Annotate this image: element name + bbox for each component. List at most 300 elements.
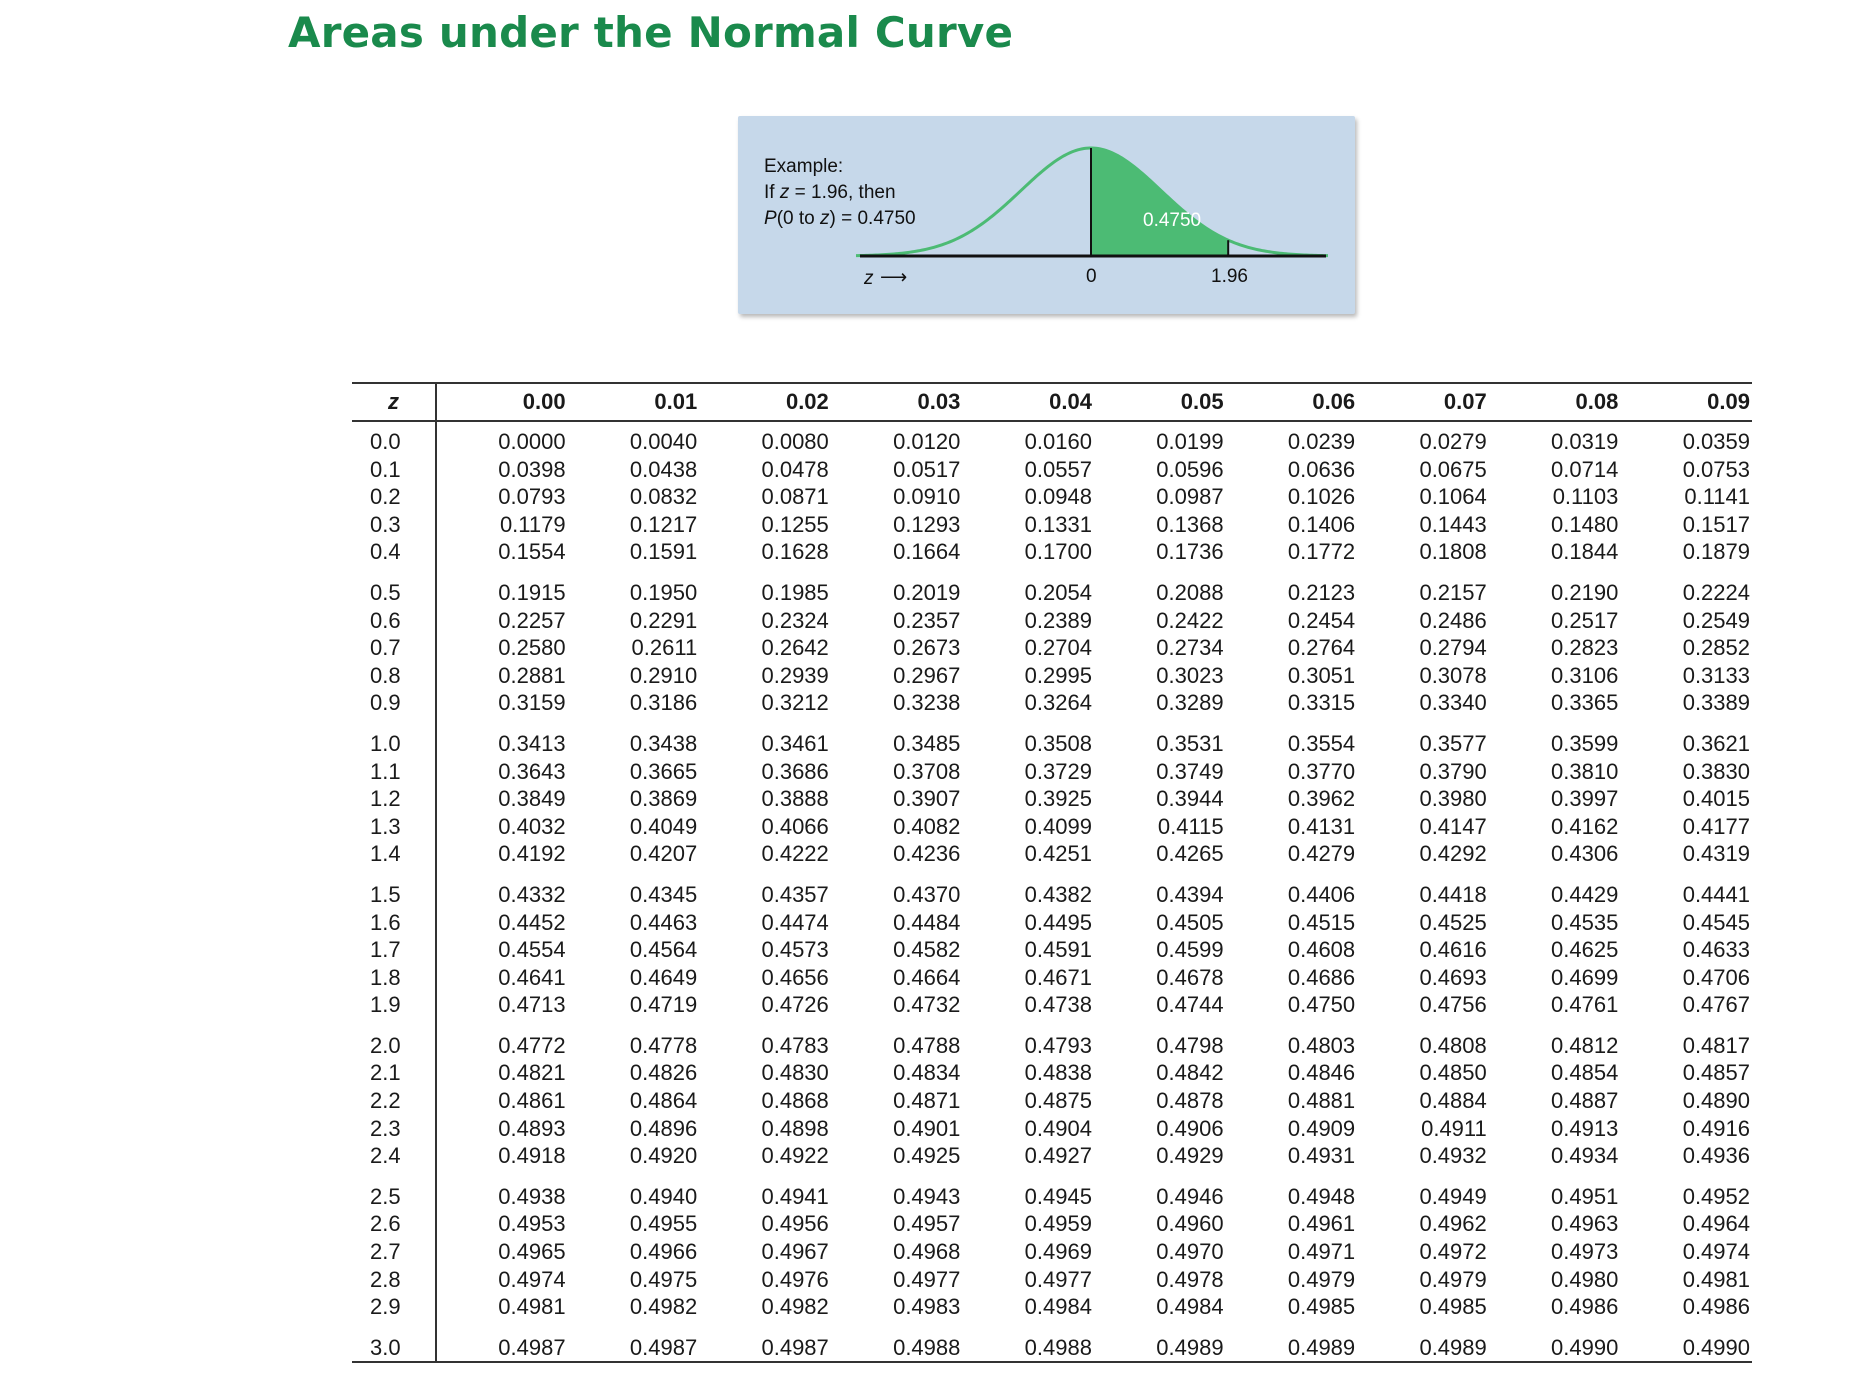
column-header: 0.04	[962, 383, 1094, 421]
z-value-cell: 1.3	[352, 813, 436, 841]
example-heading: Example:	[764, 156, 844, 177]
area-cell: 0.4904	[1024, 1115, 1092, 1141]
area-cell: 0.4015	[1682, 786, 1750, 812]
area-cell: 0.4887	[1551, 1088, 1619, 1114]
area-cell: 0.2257	[498, 607, 566, 633]
area-cell: 0.1293	[893, 511, 961, 537]
area-cell: 0.4982	[761, 1294, 829, 1320]
area-cell: 0.3577	[1419, 730, 1487, 756]
area-cell: 0.4821	[498, 1060, 566, 1086]
area-cell: 0.2486	[1419, 607, 1487, 633]
area-cell: 0.0239	[1287, 429, 1356, 454]
z-value-cell: 0.2	[352, 483, 436, 511]
area-cell: 0.2389	[1024, 607, 1092, 633]
z-value-cell: 1.4	[352, 840, 436, 868]
area-cell: 0.4207	[629, 841, 698, 867]
column-header: 0.03	[831, 383, 963, 421]
area-cell: 0.3461	[761, 730, 829, 756]
area-cell: 0.4678	[1156, 964, 1224, 990]
area-cell: 0.4842	[1156, 1060, 1224, 1086]
area-cell: 0.0910	[893, 484, 961, 510]
area-cell: 0.4761	[1551, 992, 1619, 1018]
table-row	[352, 991, 1752, 1019]
area-cell: 0.1179	[499, 511, 566, 537]
z-value-cell: 1.1	[352, 758, 436, 786]
area-cell: 0.4963	[1551, 1211, 1619, 1237]
area-cell: 0.1950	[629, 579, 698, 605]
area-cell: 0.4964	[1682, 1211, 1750, 1237]
area-cell: 0.4974	[498, 1266, 566, 1292]
area-cell: 0.4940	[629, 1183, 698, 1209]
table-row	[352, 634, 1752, 662]
area-cell: 0.4980	[1551, 1266, 1619, 1292]
z-value-cell: 1.7	[352, 936, 436, 964]
arrow-right-icon: ⟶	[880, 267, 908, 288]
area-cell: 0.2939	[761, 662, 829, 688]
area-cell: 0.4916	[1682, 1115, 1750, 1141]
z-value-cell: 0.7	[352, 634, 436, 662]
area-cell: 0.1026	[1287, 484, 1356, 510]
z-value-cell: 2.5	[352, 1170, 436, 1211]
area-cell: 0.4131	[1287, 813, 1356, 839]
area-cell: 0.2642	[761, 635, 829, 661]
table-row	[352, 1210, 1752, 1238]
area-cell: 0.4985	[1419, 1294, 1487, 1320]
area-label: 0.4750	[1143, 210, 1202, 231]
area-cell: 0.4967	[761, 1239, 829, 1265]
area-cell: 0.4985	[1287, 1294, 1356, 1320]
area-cell: 0.4941	[761, 1183, 829, 1209]
area-cell: 0.4463	[629, 909, 698, 935]
area-cell: 0.0793	[498, 484, 566, 510]
area-cell: 0.0199	[1156, 429, 1224, 454]
area-cell: 0.4925	[893, 1143, 961, 1169]
area-cell: 0.4265	[1156, 841, 1224, 867]
area-cell: 0.4649	[629, 964, 698, 990]
area-cell: 0.3665	[629, 758, 698, 784]
area-cell: 0.4535	[1551, 909, 1619, 935]
table-row	[352, 456, 1752, 484]
area-cell: 0.4875	[1024, 1088, 1092, 1114]
area-cell: 0.4974	[1682, 1239, 1750, 1265]
area-cell: 0.3438	[629, 730, 698, 756]
area-cell: 0.4962	[1419, 1211, 1487, 1237]
area-cell: 0.0080	[761, 429, 829, 454]
table-row	[352, 662, 1752, 690]
area-cell: 0.4918	[498, 1143, 566, 1169]
area-cell: 0.4625	[1551, 937, 1619, 963]
area-cell: 0.3078	[1419, 662, 1487, 688]
area-cell: 0.2357	[893, 607, 961, 633]
table-row	[352, 1170, 1752, 1211]
area-cell: 0.4977	[893, 1266, 961, 1292]
area-cell: 0.4975	[629, 1266, 698, 1292]
area-cell: 0.0160	[1024, 429, 1092, 454]
area-cell: 0.3212	[761, 690, 829, 716]
area-cell: 0.1554	[498, 539, 566, 565]
area-cell: 0.3340	[1419, 690, 1487, 716]
area-cell: 0.4808	[1419, 1032, 1487, 1058]
area-cell: 0.1255	[761, 511, 829, 537]
area-cell: 0.3749	[1156, 758, 1224, 784]
area-cell: 0.2190	[1551, 579, 1619, 605]
area-cell: 0.0319	[1551, 429, 1619, 454]
area-cell: 0.4525	[1419, 909, 1487, 935]
area-cell: 0.0120	[893, 429, 961, 454]
table-row	[352, 421, 1752, 456]
area-cell: 0.2422	[1156, 607, 1224, 633]
z-value-cell: 1.5	[352, 868, 436, 909]
area-cell: 0.4911	[1421, 1115, 1487, 1141]
area-cell: 0.4979	[1287, 1266, 1356, 1292]
area-cell: 0.0675	[1419, 456, 1487, 482]
area-cell: 0.3186	[629, 690, 698, 716]
area-cell: 0.4871	[893, 1088, 961, 1114]
area-cell: 0.0478	[761, 456, 829, 482]
table-row	[352, 689, 1752, 717]
area-cell: 0.4961	[1287, 1211, 1356, 1237]
area-cell: 0.4505	[1156, 909, 1224, 935]
table-row	[352, 813, 1752, 841]
area-cell: 0.0636	[1287, 456, 1356, 482]
area-cell: 0.4953	[498, 1211, 566, 1237]
example-result: P(0 to z) = 0.4750	[764, 208, 916, 229]
area-cell: 0.4965	[498, 1239, 566, 1265]
z-value-cell: 0.3	[352, 511, 436, 539]
table-row	[352, 758, 1752, 786]
column-header: 0.06	[1226, 383, 1358, 421]
normal-curve-diagram	[738, 116, 1355, 314]
area-cell: 0.4418	[1419, 881, 1487, 907]
area-cell: 0.3810	[1551, 758, 1619, 784]
area-cell: 0.4564	[629, 937, 698, 963]
area-cell: 0.4706	[1682, 964, 1750, 990]
area-cell: 0.4452	[498, 909, 566, 935]
area-cell: 0.4099	[1024, 813, 1092, 839]
z-value-cell: 2.4	[352, 1142, 436, 1170]
area-cell: 0.4394	[1156, 881, 1224, 907]
area-cell: 0.4987	[629, 1334, 698, 1360]
area-cell: 0.1217	[629, 511, 698, 537]
area-cell: 0.4884	[1419, 1088, 1487, 1114]
area-cell: 0.2794	[1419, 635, 1487, 661]
area-cell: 0.4474	[761, 909, 829, 935]
header-row	[352, 383, 1752, 421]
area-cell: 0.4699	[1551, 964, 1619, 990]
area-cell: 0.3133	[1682, 662, 1750, 688]
area-cell: 0.3485	[893, 730, 961, 756]
area-cell: 0.3051	[1287, 662, 1356, 688]
area-cell: 0.3849	[498, 786, 566, 812]
area-cell: 0.4938	[498, 1183, 566, 1209]
area-cell: 0.2157	[1419, 579, 1487, 605]
area-cell: 0.0596	[1156, 456, 1224, 482]
area-cell: 0.4988	[893, 1334, 961, 1360]
z-value-cell: 0.9	[352, 689, 436, 717]
area-cell: 0.4983	[893, 1294, 961, 1320]
area-cell: 0.4719	[629, 992, 698, 1018]
area-cell: 0.2454	[1287, 607, 1356, 633]
area-cell: 0.0714	[1551, 456, 1619, 482]
area-cell: 0.4936	[1682, 1143, 1750, 1169]
area-cell: 0.4783	[761, 1032, 829, 1058]
area-cell: 0.1985	[761, 579, 829, 605]
area-cell: 0.4970	[1156, 1239, 1224, 1265]
area-cell: 0.1844	[1551, 539, 1619, 565]
area-cell: 0.4515	[1287, 909, 1356, 935]
area-cell: 0.4973	[1551, 1239, 1619, 1265]
area-cell: 0.2995	[1024, 662, 1092, 688]
area-cell: 0.1480	[1551, 511, 1619, 537]
area-cell: 0.3508	[1024, 730, 1092, 756]
area-cell: 0.2123	[1287, 579, 1356, 605]
area-cell: 0.4966	[629, 1239, 698, 1265]
table-row	[352, 785, 1752, 813]
area-cell: 0.4968	[893, 1239, 961, 1265]
area-cell: 0.3238	[893, 690, 961, 716]
area-cell: 0.4976	[761, 1266, 829, 1292]
area-cell: 0.4641	[498, 964, 566, 990]
column-header: 0.08	[1489, 383, 1621, 421]
table-row	[352, 538, 1752, 566]
axis-variable-label: z	[864, 268, 874, 289]
area-cell: 0.4981	[498, 1294, 566, 1320]
z-table	[352, 382, 1752, 1363]
area-cell: 0.4959	[1024, 1211, 1092, 1237]
area-cell: 0.4906	[1156, 1115, 1224, 1141]
area-cell: 0.3962	[1287, 786, 1356, 812]
area-cell: 0.4750	[1287, 992, 1356, 1018]
area-cell: 0.4744	[1156, 992, 1224, 1018]
area-cell: 0.4370	[893, 881, 961, 907]
area-cell: 0.4582	[893, 937, 961, 963]
area-cell: 0.3729	[1024, 758, 1092, 784]
table-row	[352, 1293, 1752, 1321]
z-value-cell: 2.7	[352, 1238, 436, 1266]
area-cell: 0.4861	[498, 1088, 566, 1114]
area-cell: 0.4868	[761, 1088, 829, 1114]
z-value-cell: 1.0	[352, 717, 436, 758]
area-cell: 0.0040	[629, 429, 698, 454]
example-condition: If z = 1.96, then	[764, 182, 896, 203]
area-cell: 0.4854	[1551, 1060, 1619, 1086]
area-cell: 0.0871	[761, 484, 829, 510]
table-row	[352, 511, 1752, 539]
area-cell: 0.4978	[1156, 1266, 1224, 1292]
table-row	[352, 607, 1752, 635]
area-cell: 0.4893	[498, 1115, 566, 1141]
area-cell: 0.4812	[1551, 1032, 1619, 1058]
area-cell: 0.4909	[1287, 1115, 1356, 1141]
area-cell: 0.4830	[761, 1060, 829, 1086]
area-cell: 0.4406	[1287, 881, 1356, 907]
area-cell: 0.4756	[1419, 992, 1487, 1018]
area-cell: 0.3023	[1156, 662, 1224, 688]
area-cell: 0.4989	[1287, 1334, 1356, 1360]
column-header: 0.01	[568, 383, 700, 421]
area-cell: 0.4082	[893, 813, 961, 839]
area-cell: 0.4850	[1419, 1060, 1487, 1086]
area-cell: 0.4956	[761, 1211, 829, 1237]
area-cell: 0.2852	[1682, 635, 1750, 661]
z-value-cell: 3.0	[352, 1321, 436, 1363]
area-cell: 0.1700	[1024, 539, 1092, 565]
area-cell: 0.4898	[761, 1115, 829, 1141]
area-cell: 0.1406	[1287, 511, 1356, 537]
table-row	[352, 1019, 1752, 1060]
area-cell: 0.4989	[1419, 1334, 1487, 1360]
area-cell: 0.4066	[761, 813, 829, 839]
table-row	[352, 566, 1752, 607]
area-cell: 0.4345	[629, 881, 698, 907]
area-cell: 0.0832	[629, 484, 698, 510]
area-cell: 0.4793	[1024, 1032, 1092, 1058]
area-cell: 0.4693	[1419, 964, 1487, 990]
area-cell: 0.3106	[1551, 662, 1619, 688]
table-row	[352, 717, 1752, 758]
table-row	[352, 909, 1752, 937]
area-cell: 0.4332	[498, 881, 566, 907]
area-cell: 0.2324	[761, 607, 829, 633]
area-cell: 0.0359	[1682, 429, 1750, 454]
area-cell: 0.4573	[761, 937, 829, 963]
area-cell: 0.4946	[1156, 1183, 1224, 1209]
table-row	[352, 1321, 1752, 1363]
area-cell: 0.4616	[1419, 937, 1487, 963]
area-cell: 0.0517	[893, 456, 961, 482]
area-cell: 0.2704	[1024, 635, 1092, 661]
table-row	[352, 1059, 1752, 1087]
area-cell: 0.1331	[1024, 511, 1092, 537]
column-header: 0.07	[1357, 383, 1489, 421]
area-cell: 0.4986	[1682, 1294, 1750, 1320]
z-table-header	[352, 383, 1752, 421]
area-cell: 0.4162	[1551, 813, 1619, 839]
area-cell: 0.3643	[498, 758, 566, 784]
area-cell: 0.4857	[1682, 1060, 1750, 1086]
area-cell: 0.4989	[1156, 1334, 1224, 1360]
z-value-cell: 0.1	[352, 456, 436, 484]
area-cell: 0.0948	[1024, 484, 1092, 510]
area-cell: 0.4236	[893, 841, 961, 867]
area-cell: 0.4767	[1682, 992, 1750, 1018]
z-value-cell: 2.6	[352, 1210, 436, 1238]
area-cell: 0.4922	[761, 1143, 829, 1169]
area-cell: 0.1772	[1287, 539, 1356, 565]
area-cell: 0.4441	[1682, 881, 1750, 907]
area-cell: 0.4878	[1156, 1088, 1224, 1114]
area-cell: 0.4251	[1024, 841, 1092, 867]
table-row	[352, 1142, 1752, 1170]
z-value-cell: 2.2	[352, 1087, 436, 1115]
area-cell: 0.1879	[1682, 539, 1750, 565]
area-cell: 0.4382	[1024, 881, 1092, 907]
area-cell: 0.3686	[761, 758, 829, 784]
area-cell: 0.4960	[1156, 1211, 1224, 1237]
area-cell: 0.4934	[1551, 1143, 1619, 1169]
z-value-cell: 2.0	[352, 1019, 436, 1060]
area-cell: 0.3264	[1024, 690, 1092, 716]
area-cell: 0.1808	[1419, 539, 1487, 565]
area-cell: 0.4984	[1156, 1294, 1224, 1320]
area-cell: 0.4977	[1024, 1266, 1092, 1292]
area-cell: 0.4292	[1419, 841, 1487, 867]
area-cell: 0.4656	[761, 964, 829, 990]
area-cell: 0.2019	[893, 579, 961, 605]
area-cell: 0.4738	[1024, 992, 1092, 1018]
area-cell: 0.4357	[761, 881, 829, 907]
area-cell: 0.1664	[893, 539, 961, 565]
zero-tick-label: 0	[1086, 266, 1097, 287]
area-cell: 0.2054	[1024, 579, 1092, 605]
table-row	[352, 483, 1752, 511]
z-value-cell: 0.6	[352, 607, 436, 635]
area-cell: 0.2088	[1156, 579, 1224, 605]
area-cell: 0.4864	[629, 1088, 698, 1114]
area-cell: 0.4484	[893, 909, 961, 935]
area-cell: 0.4279	[1287, 841, 1356, 867]
area-cell: 0.4982	[629, 1294, 698, 1320]
area-cell: 0.2580	[498, 635, 566, 661]
area-cell: 0.1141	[1684, 484, 1750, 510]
area-cell: 0.3289	[1156, 690, 1224, 716]
table-row	[352, 1087, 1752, 1115]
z-value-cell: 2.8	[352, 1266, 436, 1294]
area-cell: 0.4545	[1682, 909, 1750, 935]
area-cell: 0.4115	[1157, 813, 1224, 839]
column-header: 0.09	[1620, 383, 1752, 421]
area-cell: 0.4943	[893, 1183, 961, 1209]
area-cell: 0.4920	[629, 1143, 698, 1169]
area-cell: 0.3413	[498, 730, 566, 756]
area-cell: 0.4599	[1156, 937, 1224, 963]
area-cell: 0.4495	[1024, 909, 1092, 935]
area-cell: 0.4049	[629, 813, 698, 839]
area-cell: 0.3708	[893, 758, 961, 784]
table-row	[352, 1238, 1752, 1266]
area-cell: 0.4633	[1682, 937, 1750, 963]
area-cell: 0.4177	[1682, 813, 1750, 839]
area-cell: 0.4949	[1419, 1183, 1487, 1209]
area-cell: 0.1368	[1156, 511, 1224, 537]
area-cell: 0.3907	[893, 786, 961, 812]
area-cell: 0.4826	[629, 1060, 698, 1086]
area-cell: 0.1517	[1682, 511, 1750, 537]
area-cell: 0.3869	[629, 786, 698, 812]
z-value-cell: 1.6	[352, 909, 436, 937]
area-cell: 0.3365	[1551, 690, 1619, 716]
page-title: Areas under the Normal Curve	[288, 8, 1014, 57]
example-figure	[738, 116, 1355, 314]
area-cell: 0.4948	[1287, 1183, 1356, 1209]
column-header: 0.00	[436, 383, 568, 421]
area-cell: 0.2224	[1682, 579, 1750, 605]
area-cell: 0.2764	[1287, 635, 1356, 661]
area-cell: 0.4429	[1551, 881, 1619, 907]
table-row	[352, 1115, 1752, 1143]
area-cell: 0.4686	[1287, 964, 1356, 990]
area-cell: 0.4945	[1024, 1183, 1092, 1209]
area-cell: 0.4896	[629, 1115, 698, 1141]
area-cell: 0.0398	[498, 456, 566, 482]
area-cell: 0.3599	[1551, 730, 1619, 756]
area-cell: 0.4222	[761, 841, 829, 867]
area-cell: 0.4931	[1287, 1143, 1356, 1169]
area-cell: 0.3944	[1156, 786, 1224, 812]
area-cell: 0.2291	[629, 607, 698, 633]
z-value-cell: 1.2	[352, 785, 436, 813]
area-cell: 0.4927	[1024, 1143, 1092, 1169]
